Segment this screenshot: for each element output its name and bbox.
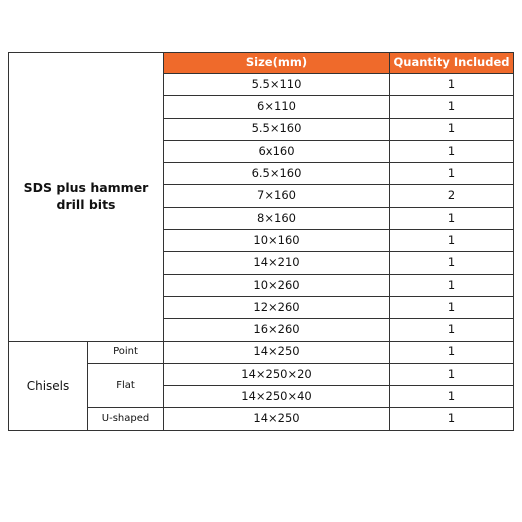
quantity-cell: 1 bbox=[390, 274, 514, 296]
size-cell: 8×160 bbox=[164, 207, 390, 229]
size-cell: 12×260 bbox=[164, 296, 390, 318]
size-cell: 14×250×40 bbox=[164, 386, 390, 408]
quantity-cell: 1 bbox=[390, 386, 514, 408]
size-cell: 6×110 bbox=[164, 96, 390, 118]
chisels-group-cell: Chisels bbox=[9, 341, 88, 430]
size-cell: 14×210 bbox=[164, 252, 390, 274]
size-cell: 10×260 bbox=[164, 274, 390, 296]
size-cell: 5.5×110 bbox=[164, 74, 390, 96]
sds-group-cell bbox=[9, 53, 164, 342]
quantity-cell: 1 bbox=[390, 140, 514, 162]
size-cell: 14×250×20 bbox=[164, 363, 390, 385]
size-cell: 7×160 bbox=[164, 185, 390, 207]
quantity-cell: 1 bbox=[390, 74, 514, 96]
size-cell: 6.5×160 bbox=[164, 163, 390, 185]
quantity-cell: 1 bbox=[390, 408, 514, 430]
chisel-type-cell: Point bbox=[88, 341, 164, 363]
quantity-cell: 1 bbox=[390, 252, 514, 274]
product-spec-table bbox=[8, 52, 514, 431]
quantity-cell: 1 bbox=[390, 230, 514, 252]
quantity-cell: 1 bbox=[390, 319, 514, 341]
size-cell: 14×250 bbox=[164, 341, 390, 363]
quantity-cell: 1 bbox=[390, 118, 514, 140]
chisel-type-cell: Flat bbox=[88, 363, 164, 408]
quantity-cell: 1 bbox=[390, 296, 514, 318]
size-cell: 10×160 bbox=[164, 230, 390, 252]
sds-group-label-line1: SDS plus hammer bbox=[23, 179, 149, 195]
size-cell: 5.5×160 bbox=[164, 118, 390, 140]
quantity-cell: 1 bbox=[390, 341, 514, 363]
quantity-column-header: Quantity Included bbox=[390, 53, 514, 74]
size-column-header: Size(mm) bbox=[164, 53, 390, 74]
size-cell: 6x160 bbox=[164, 140, 390, 162]
quantity-cell: 1 bbox=[390, 163, 514, 185]
chisel-type-cell: U-shaped bbox=[88, 408, 164, 430]
table-header-row bbox=[9, 53, 514, 74]
quantity-cell: 1 bbox=[390, 207, 514, 229]
size-cell: 16×260 bbox=[164, 319, 390, 341]
sds-group-label-line2: drill bits bbox=[56, 196, 116, 212]
table-row bbox=[9, 341, 514, 363]
quantity-cell: 1 bbox=[390, 96, 514, 118]
size-cell: 14×250 bbox=[164, 408, 390, 430]
quantity-cell: 1 bbox=[390, 363, 514, 385]
quantity-cell: 2 bbox=[390, 185, 514, 207]
